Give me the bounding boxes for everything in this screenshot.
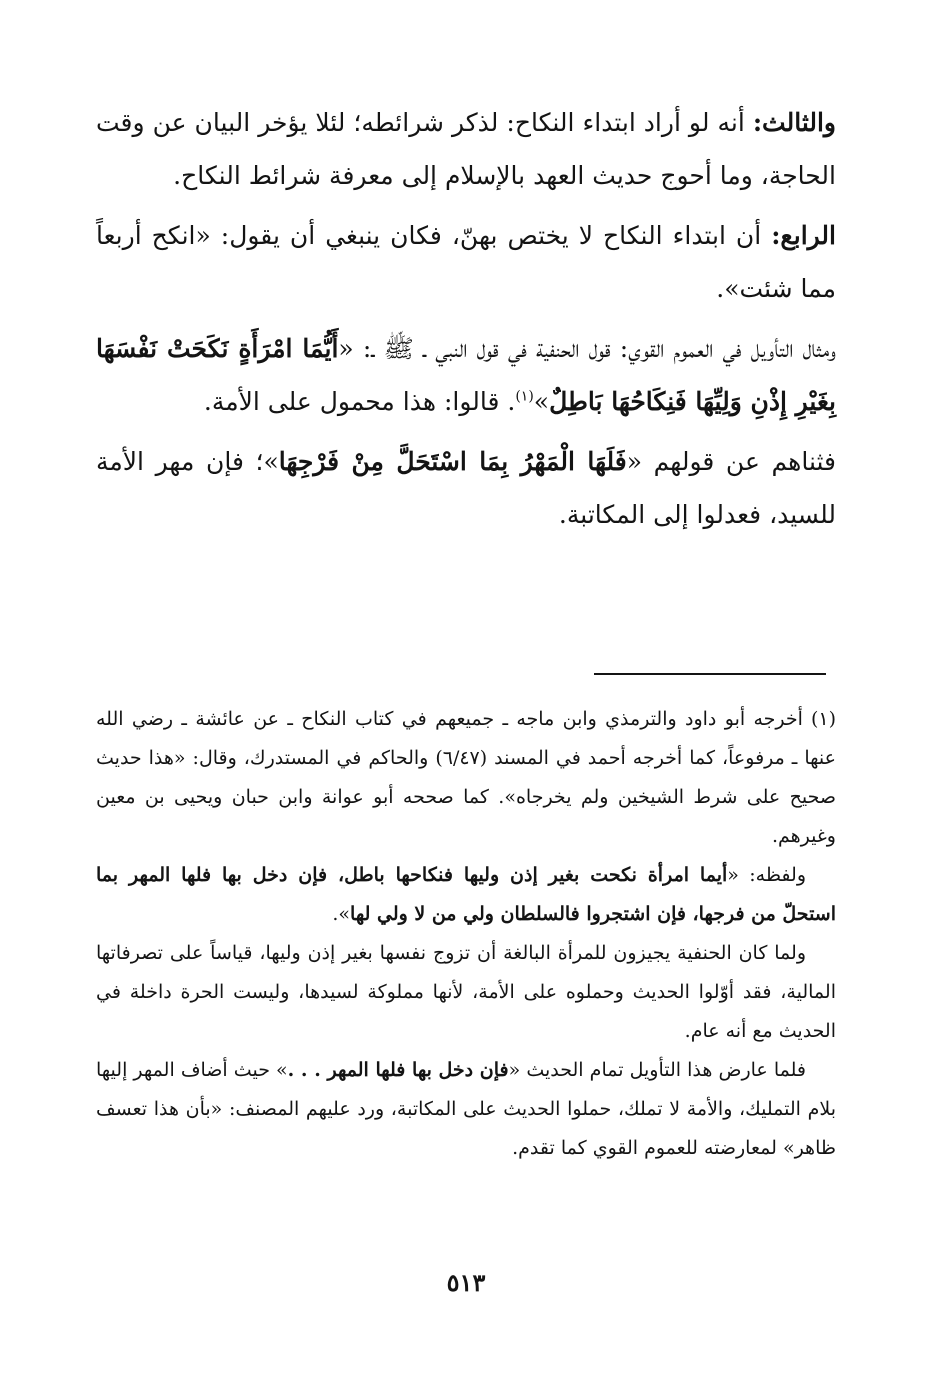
footnote-number: (١) [810,708,836,730]
main-text [96,96,836,541]
label-third: والثالث: [752,108,837,137]
paragraph-fourth-text: أن ابتداء النكاح لا يختص بهنّ، فكان ينبغي أن يقول: «انكح أربعاً مما شئت». [96,221,836,303]
footnote-separator [594,673,826,675]
paragraph-strong-generality [96,322,836,428]
paragraph-third [96,96,836,202]
footnote-hadith-wording-bold: أيما امرأة نكحت بغير إذن وليها فنكاحها باطل، فإن دخل بها فلها المهر بما استحلّ من فرجها، فإن اشتجروا فالسلطان ولي من لا ولي لها [96,864,836,925]
paragraph-rebuttal-end: »؛ فإن مهر الأمة للسيد، فعدلوا إلى المكاتبة. [96,447,836,529]
footnote-objection-intro: فلما عارض هذا التأويل تمام الحديث « [508,1059,806,1081]
footnote-hadith-wording [96,856,836,934]
hadith-dowry-quote: فَلَهَا الْمَهْرُ بِمَا اسْتَحَلَّ مِنْ فَرْجِهَا [278,447,627,476]
paragraph-rebuttal [96,435,836,541]
footnote-1-text: أخرجه أبو داود والترمذي وابن ماجه ـ جميعهم في كتاب النكاح ـ عن عائشة ـ رضي الله عنها ـ مرفوعاً، كما أخرجه أحمد في المسند (٦/٤٧) والحاكم في المستدرك، وقال: «هذا حديث صحيح على شرط الشيخين ولم يخرجاه». كما صححه أبو عوانة وابن حبان ويحيى بن معين وغيرهم. [96,708,836,847]
page-number: ٥١٣ [446,1268,486,1297]
book-page [96,96,836,1366]
paragraph-third-text: أنه لو أراد ابتداء النكاح: لذكر شرائطه؛ لئلا يؤخر البيان عن وقت الحاجة، وما أحوج حديث العهد بالإسلام إلى معرفة شرائط النكاح. [96,108,836,190]
footnote-reference[interactable]: (١) [515,388,534,405]
footnote-objection-bold: فإن دخل بها فلها المهر . . . [287,1059,509,1081]
hadith-quote-close: » [533,387,550,416]
footnote-hanafi-view [96,934,836,1051]
paragraph-strong-generality-intro: ومثال التأويل في العموم القوي: قول الحنفية في قول النبي ـ ﷺ ـ: « [338,334,836,363]
paragraph-fourth [96,209,836,315]
footnote-hadith-wording-intro: ولفظه: « [727,864,806,886]
footnotes [96,700,836,1168]
hadith-quote: أَيُّمَا امْرَأَةٍ نَكَحَتْ نَفْسَهَا بِغَيْرِ إِذْنِ وَلِيِّهَا فَنِكَاحُهَا بَاطِلٌ [96,334,836,416]
footnote-objection-end: » حيث أضاف المهر إليها بلام التمليك، والأمة لا تملك، حملوا الحديث على المكاتبة، ورد عليهم المصنف: «بأن هذا تعسف ظاهر» لمعارضته للعموم القوي كما تقدم. [96,1059,836,1159]
label-fourth: الرابع: [771,221,836,250]
paragraph-rebuttal-intro: فثناهم عن قولهم « [626,447,836,476]
footnote-hadith-wording-end: ». [332,903,351,925]
footnote-1 [96,700,836,856]
footnote-objection [96,1051,836,1168]
paragraph-strong-generality-end: . قالوا: هذا محمول على الأمة. [203,387,516,416]
footnote-hanafi-view-text: ولما كان الحنفية يجيزون للمرأة البالغة أن تزوج نفسها بغير إذن وليها، قياساً على تصرفاتها المالية، فقد أوّلوا الحديث وحملوه على الأمة، لأنها مملوكة لسيدها، وليست الحرة داخلة في الحديث مع أنه عام. [96,942,836,1042]
